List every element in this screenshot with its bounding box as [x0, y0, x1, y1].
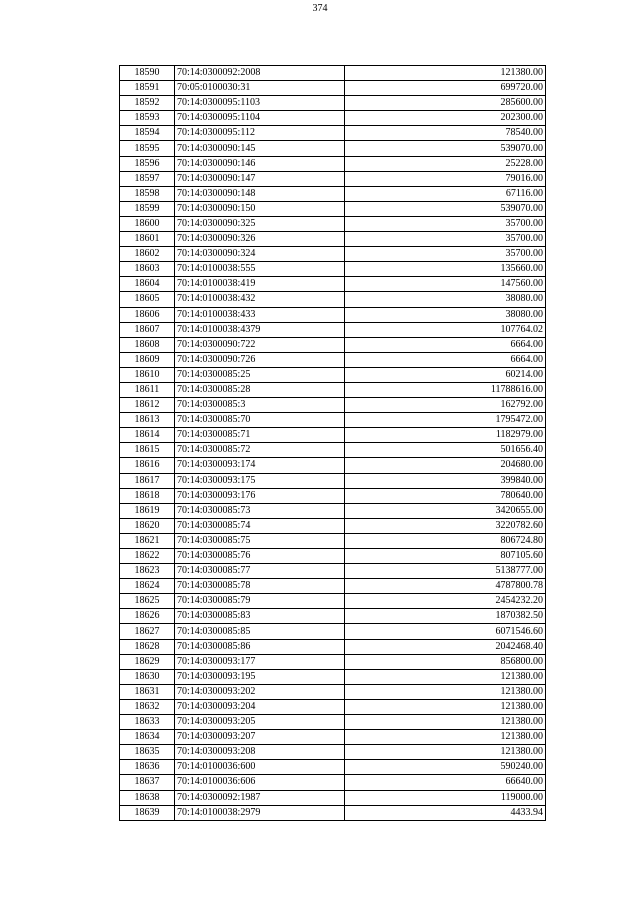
cadastral-number-cell: 70:14:0300093:204	[175, 699, 345, 714]
cadastral-number-cell: 70:14:0300095:1104	[175, 111, 345, 126]
cadastral-value-cell: 4433.94	[345, 805, 546, 820]
row-number-cell: 18604	[120, 277, 175, 292]
table-row	[120, 488, 546, 503]
cadastral-number-cell: 70:14:0300085:3	[175, 398, 345, 413]
row-number-cell: 18613	[120, 413, 175, 428]
cadastral-value-cell: 79016.00	[345, 171, 546, 186]
table-row	[120, 443, 546, 458]
cadastral-number-cell: 70:14:0300090:324	[175, 247, 345, 262]
cadastral-value-cell: 806724.80	[345, 533, 546, 548]
cadastral-value-cell: 121380.00	[345, 669, 546, 684]
row-number-cell: 18639	[120, 805, 175, 820]
cadastral-number-cell: 70:14:0100038:555	[175, 262, 345, 277]
cadastral-value-cell: 3220782.60	[345, 518, 546, 533]
cadastral-number-cell: 70:14:0300093:202	[175, 684, 345, 699]
cadastral-value-cell: 285600.00	[345, 96, 546, 111]
cadastral-value-cell: 121380.00	[345, 699, 546, 714]
cadastral-value-table	[119, 65, 546, 821]
table-body	[120, 66, 546, 821]
table-row	[120, 262, 546, 277]
table-row	[120, 96, 546, 111]
cadastral-number-cell: 70:14:0300090:150	[175, 201, 345, 216]
table-row	[120, 624, 546, 639]
cadastral-number-cell: 70:14:0300090:148	[175, 186, 345, 201]
cadastral-number-cell: 70:14:0300090:722	[175, 337, 345, 352]
row-number-cell: 18591	[120, 81, 175, 96]
row-number-cell: 18616	[120, 458, 175, 473]
table-row	[120, 518, 546, 533]
table-row	[120, 639, 546, 654]
cadastral-value-cell: 6664.00	[345, 337, 546, 352]
row-number-cell: 18600	[120, 216, 175, 231]
table-row	[120, 730, 546, 745]
row-number-cell: 18610	[120, 367, 175, 382]
cadastral-number-cell: 70:14:0300085:73	[175, 503, 345, 518]
cadastral-value-cell: 202300.00	[345, 111, 546, 126]
table-row	[120, 715, 546, 730]
row-number-cell: 18638	[120, 790, 175, 805]
table-row	[120, 790, 546, 805]
cadastral-number-cell: 70:14:0300095:1103	[175, 96, 345, 111]
row-number-cell: 18619	[120, 503, 175, 518]
cadastral-number-cell: 70:14:0300093:175	[175, 473, 345, 488]
cadastral-number-cell: 70:14:0300090:147	[175, 171, 345, 186]
table-row	[120, 186, 546, 201]
row-number-cell: 18637	[120, 775, 175, 790]
cadastral-value-cell: 6664.00	[345, 352, 546, 367]
table-row	[120, 503, 546, 518]
cadastral-value-cell: 121380.00	[345, 66, 546, 81]
row-number-cell: 18601	[120, 232, 175, 247]
cadastral-value-cell: 147560.00	[345, 277, 546, 292]
row-number-cell: 18592	[120, 96, 175, 111]
table-row	[120, 156, 546, 171]
cadastral-value-cell: 78540.00	[345, 126, 546, 141]
row-number-cell: 18612	[120, 398, 175, 413]
table-row	[120, 669, 546, 684]
row-number-cell: 18625	[120, 594, 175, 609]
row-number-cell: 18627	[120, 624, 175, 639]
page-number: 374	[312, 3, 328, 14]
cadastral-number-cell: 70:14:0300085:72	[175, 443, 345, 458]
table-row	[120, 775, 546, 790]
table-row	[120, 413, 546, 428]
cadastral-number-cell: 70:14:0100038:2979	[175, 805, 345, 820]
cadastral-value-cell: 66640.00	[345, 775, 546, 790]
table-row	[120, 594, 546, 609]
table-row	[120, 382, 546, 397]
cadastral-number-cell: 70:14:0100038:419	[175, 277, 345, 292]
table-row	[120, 805, 546, 820]
cadastral-value-cell: 539070.00	[345, 141, 546, 156]
table-row	[120, 277, 546, 292]
cadastral-number-cell: 70:14:0100038:432	[175, 292, 345, 307]
cadastral-number-cell: 70:14:0300093:174	[175, 458, 345, 473]
cadastral-value-cell: 2042468.40	[345, 639, 546, 654]
cadastral-value-cell: 699720.00	[345, 81, 546, 96]
cadastral-value-cell: 11788616.00	[345, 382, 546, 397]
cadastral-number-cell: 70:14:0300092:1987	[175, 790, 345, 805]
row-number-cell: 18620	[120, 518, 175, 533]
row-number-cell: 18628	[120, 639, 175, 654]
cadastral-number-cell: 70:14:0300090:726	[175, 352, 345, 367]
cadastral-number-cell: 70:05:0100030:31	[175, 81, 345, 96]
cadastral-value-cell: 121380.00	[345, 745, 546, 760]
table-row	[120, 398, 546, 413]
cadastral-value-cell: 399840.00	[345, 473, 546, 488]
cadastral-value-cell: 5138777.00	[345, 564, 546, 579]
cadastral-number-cell: 70:14:0300090:145	[175, 141, 345, 156]
table-row	[120, 745, 546, 760]
row-number-cell: 18621	[120, 533, 175, 548]
cadastral-value-cell: 4787800.78	[345, 579, 546, 594]
row-number-cell: 18633	[120, 715, 175, 730]
row-number-cell: 18593	[120, 111, 175, 126]
cadastral-value-cell: 590240.00	[345, 760, 546, 775]
cadastral-value-cell: 807105.60	[345, 549, 546, 564]
table-row	[120, 81, 546, 96]
cadastral-number-cell: 70:14:0300085:85	[175, 624, 345, 639]
cadastral-number-cell: 70:14:0100038:433	[175, 307, 345, 322]
row-number-cell: 18594	[120, 126, 175, 141]
cadastral-value-cell: 35700.00	[345, 247, 546, 262]
cadastral-number-cell: 70:14:0300093:205	[175, 715, 345, 730]
row-number-cell: 18624	[120, 579, 175, 594]
row-number-cell: 18608	[120, 337, 175, 352]
table-row	[120, 201, 546, 216]
row-number-cell: 18615	[120, 443, 175, 458]
cadastral-value-cell: 121380.00	[345, 715, 546, 730]
table-row	[120, 232, 546, 247]
row-number-cell: 18602	[120, 247, 175, 262]
table-row	[120, 111, 546, 126]
cadastral-value-cell: 1795472.00	[345, 413, 546, 428]
table-row	[120, 141, 546, 156]
cadastral-value-cell: 60214.00	[345, 367, 546, 382]
table-row	[120, 760, 546, 775]
row-number-cell: 18595	[120, 141, 175, 156]
cadastral-value-cell: 3420655.00	[345, 503, 546, 518]
table-row	[120, 352, 546, 367]
table-row	[120, 292, 546, 307]
row-number-cell: 18609	[120, 352, 175, 367]
cadastral-number-cell: 70:14:0300095:112	[175, 126, 345, 141]
row-number-cell: 18634	[120, 730, 175, 745]
row-number-cell: 18597	[120, 171, 175, 186]
row-number-cell: 18632	[120, 699, 175, 714]
cadastral-number-cell: 70:14:0300085:70	[175, 413, 345, 428]
cadastral-value-cell: 121380.00	[345, 684, 546, 699]
cadastral-number-cell: 70:14:0300093:195	[175, 669, 345, 684]
row-number-cell: 18626	[120, 609, 175, 624]
cadastral-number-cell: 70:14:0100036:600	[175, 760, 345, 775]
cadastral-value-cell: 35700.00	[345, 232, 546, 247]
table-row	[120, 322, 546, 337]
cadastral-value-cell: 38080.00	[345, 292, 546, 307]
cadastral-value-cell: 121380.00	[345, 730, 546, 745]
row-number-cell: 18603	[120, 262, 175, 277]
cadastral-value-cell: 856800.00	[345, 654, 546, 669]
cadastral-value-cell: 38080.00	[345, 307, 546, 322]
cadastral-value-cell: 107764.02	[345, 322, 546, 337]
row-number-cell: 18605	[120, 292, 175, 307]
cadastral-value-cell: 780640.00	[345, 488, 546, 503]
cadastral-number-cell: 70:14:0300085:25	[175, 367, 345, 382]
row-number-cell: 18596	[120, 156, 175, 171]
row-number-cell: 18623	[120, 564, 175, 579]
row-number-cell: 18606	[120, 307, 175, 322]
cadastral-value-cell: 501656.40	[345, 443, 546, 458]
cadastral-value-cell: 1870382.50	[345, 609, 546, 624]
table-row	[120, 458, 546, 473]
cadastral-number-cell: 70:14:0300085:28	[175, 382, 345, 397]
row-number-cell: 18618	[120, 488, 175, 503]
cadastral-number-cell: 70:14:0300090:325	[175, 216, 345, 231]
row-number-cell: 18629	[120, 654, 175, 669]
row-number-cell: 18635	[120, 745, 175, 760]
table-row	[120, 337, 546, 352]
table-row	[120, 564, 546, 579]
cadastral-number-cell: 70:14:0300093:207	[175, 730, 345, 745]
cadastral-number-cell: 70:14:0100038:4379	[175, 322, 345, 337]
table-row	[120, 579, 546, 594]
cadastral-number-cell: 70:14:0300093:208	[175, 745, 345, 760]
row-number-cell: 18598	[120, 186, 175, 201]
row-number-cell: 18611	[120, 382, 175, 397]
cadastral-value-cell: 6071546.60	[345, 624, 546, 639]
table-row	[120, 473, 546, 488]
cadastral-value-cell: 35700.00	[345, 216, 546, 231]
cadastral-number-cell: 70:14:0300093:177	[175, 654, 345, 669]
table-row	[120, 533, 546, 548]
table-row	[120, 66, 546, 81]
cadastral-number-cell: 70:14:0300090:146	[175, 156, 345, 171]
cadastral-number-cell: 70:14:0100036:606	[175, 775, 345, 790]
cadastral-value-cell: 67116.00	[345, 186, 546, 201]
row-number-cell: 18636	[120, 760, 175, 775]
table-row	[120, 171, 546, 186]
cadastral-number-cell: 70:14:0300085:79	[175, 594, 345, 609]
cadastral-value-cell: 539070.00	[345, 201, 546, 216]
cadastral-number-cell: 70:14:0300085:74	[175, 518, 345, 533]
row-number-cell: 18617	[120, 473, 175, 488]
table-row	[120, 367, 546, 382]
cadastral-number-cell: 70:14:0300092:2008	[175, 66, 345, 81]
cadastral-value-cell: 2454232.20	[345, 594, 546, 609]
table-row	[120, 216, 546, 231]
table-row	[120, 307, 546, 322]
cadastral-number-cell: 70:14:0300085:77	[175, 564, 345, 579]
row-number-cell: 18590	[120, 66, 175, 81]
row-number-cell: 18607	[120, 322, 175, 337]
cadastral-value-cell: 135660.00	[345, 262, 546, 277]
cadastral-value-cell: 25228.00	[345, 156, 546, 171]
cadastral-number-cell: 70:14:0300085:71	[175, 428, 345, 443]
row-number-cell: 18630	[120, 669, 175, 684]
cadastral-value-cell: 162792.00	[345, 398, 546, 413]
table-row	[120, 126, 546, 141]
cadastral-number-cell: 70:14:0300085:78	[175, 579, 345, 594]
table-row	[120, 247, 546, 262]
cadastral-number-cell: 70:14:0300085:75	[175, 533, 345, 548]
row-number-cell: 18622	[120, 549, 175, 564]
cadastral-value-cell: 119000.00	[345, 790, 546, 805]
row-number-cell: 18614	[120, 428, 175, 443]
cadastral-number-cell: 70:14:0300085:83	[175, 609, 345, 624]
table-row	[120, 609, 546, 624]
cadastral-number-cell: 70:14:0300090:326	[175, 232, 345, 247]
table-row	[120, 428, 546, 443]
cadastral-number-cell: 70:14:0300085:76	[175, 549, 345, 564]
cadastral-number-cell: 70:14:0300085:86	[175, 639, 345, 654]
table-row	[120, 654, 546, 669]
cadastral-value-cell: 204680.00	[345, 458, 546, 473]
table-row	[120, 699, 546, 714]
row-number-cell: 18599	[120, 201, 175, 216]
cadastral-value-cell: 1182979.00	[345, 428, 546, 443]
table-row	[120, 684, 546, 699]
table-row	[120, 549, 546, 564]
row-number-cell: 18631	[120, 684, 175, 699]
cadastral-number-cell: 70:14:0300093:176	[175, 488, 345, 503]
